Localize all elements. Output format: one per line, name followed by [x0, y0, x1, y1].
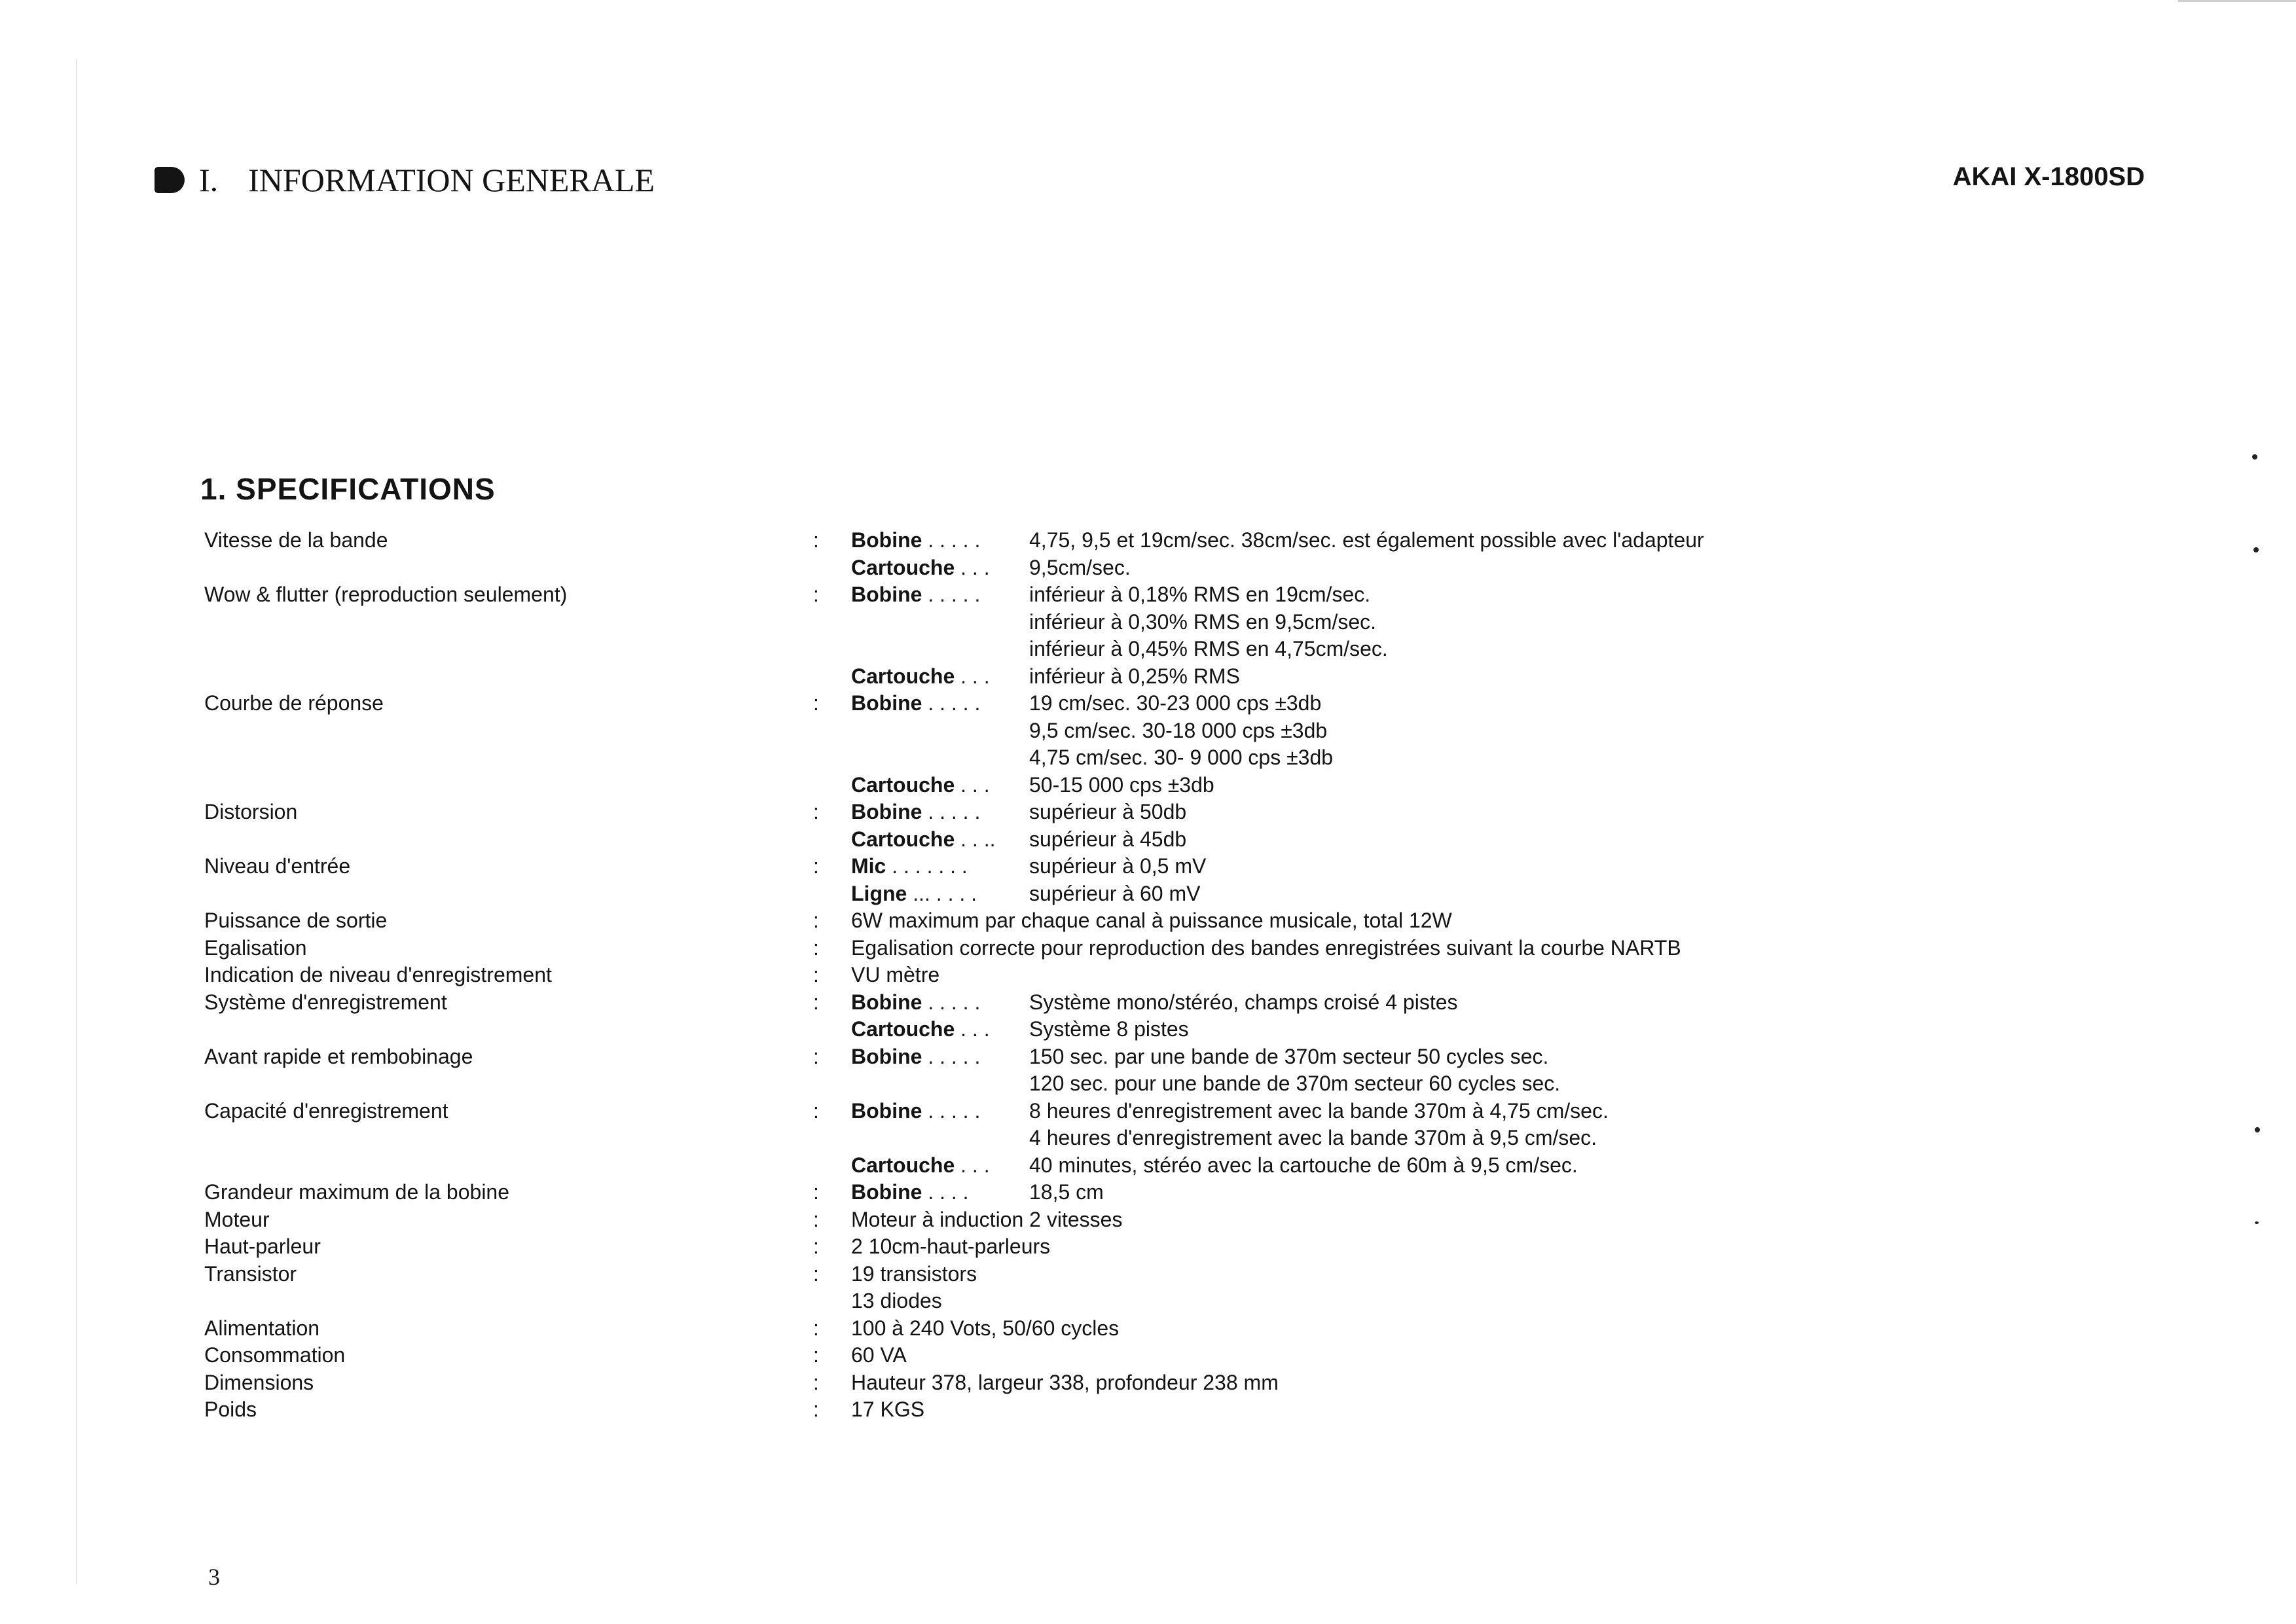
- spec-row: [204, 1342, 1828, 1369]
- spec-row: [204, 1179, 1828, 1206]
- spec-row: [204, 1369, 1828, 1397]
- spec-row: [204, 853, 1828, 880]
- spec-value: inférieur à 0,45% RMS en 4,75cm/sec.: [1029, 637, 1388, 660]
- spec-label: Haut-parleur: [204, 1235, 321, 1258]
- scan-speck: [2253, 547, 2259, 552]
- spec-colon: :: [813, 583, 819, 606]
- spec-key: Ligne ... . . . .: [851, 881, 977, 905]
- spec-colon: :: [813, 1044, 819, 1068]
- spec-value: Moteur à induction 2 vitesses: [851, 1207, 1123, 1231]
- scan-speck: [2255, 1221, 2259, 1224]
- bullet-icon: [155, 167, 185, 193]
- spec-row: [204, 1043, 1828, 1071]
- spec-value: supérieur à 50db: [1029, 800, 1187, 823]
- spec-value: 120 sec. pour une bande de 370m secteur 60 cycles sec.: [1029, 1072, 1561, 1095]
- spec-key: Cartouche . . .: [851, 664, 990, 688]
- spec-label: Capacité d'enregistrement: [204, 1098, 448, 1123]
- spec-label: Puissance de sortie: [204, 909, 388, 932]
- spec-colon: :: [813, 1316, 819, 1340]
- model-name: AKAI X-1800SD: [1952, 162, 2145, 191]
- spec-value: 13 diodes: [851, 1289, 942, 1312]
- spec-value: 17 KGS: [851, 1398, 925, 1421]
- spec-row: [204, 1396, 1828, 1424]
- spec-colon: :: [813, 528, 819, 552]
- spec-key: Bobine . . . .: [851, 1180, 969, 1204]
- spec-row: [204, 989, 1828, 1017]
- spec-colon: :: [813, 1180, 819, 1204]
- spec-value: supérieur à 60 mV: [1029, 881, 1201, 905]
- spec-value: 9,5cm/sec.: [1029, 555, 1131, 579]
- spec-row: [204, 527, 1828, 554]
- spec-value: 6W maximum par chaque canal à puissance musicale, total 12W: [851, 909, 1452, 932]
- chapter-title: INFORMATION GENERALE: [248, 162, 655, 198]
- spec-label: Niveau d'entrée: [204, 854, 351, 878]
- spec-key: Bobine . . . . .: [851, 583, 981, 606]
- spec-key: Cartouche . . ..: [851, 827, 996, 851]
- spec-value: Système 8 pistes: [1029, 1017, 1189, 1041]
- spec-key: Bobine . . . . .: [851, 800, 981, 823]
- specifications-table: [204, 527, 1828, 1424]
- spec-colon: :: [813, 1398, 819, 1421]
- spec-row: [204, 962, 1828, 989]
- spec-value: 9,5 cm/sec. 30-18 000 cps ±3db: [1029, 718, 1328, 742]
- spec-label: Moteur: [204, 1207, 270, 1231]
- spec-value: 19 cm/sec. 30-23 000 cps ±3db: [1029, 691, 1322, 715]
- spec-value: inférieur à 0,18% RMS en 19cm/sec.: [1029, 583, 1371, 606]
- spec-value: 19 transistors: [851, 1261, 977, 1286]
- spec-value: 100 à 240 Vots, 50/60 cycles: [851, 1316, 1120, 1340]
- spec-label: Avant rapide et rembobinage: [204, 1044, 473, 1068]
- spec-colon: :: [813, 963, 819, 986]
- spec-value: 50-15 000 cps ±3db: [1029, 772, 1214, 797]
- spec-label: Système d'enregistrement: [204, 990, 447, 1014]
- spec-row: [204, 1206, 1828, 1234]
- spec-key: Bobine . . . . .: [851, 1098, 981, 1123]
- spec-label: Consommation: [204, 1343, 346, 1367]
- spec-value: inférieur à 0,30% RMS en 9,5cm/sec.: [1029, 609, 1377, 634]
- spec-colon: :: [813, 909, 819, 932]
- spec-colon: :: [813, 1261, 819, 1286]
- spec-colon: :: [813, 1343, 819, 1367]
- spec-value: 18,5 cm: [1029, 1180, 1104, 1204]
- spec-value: Système mono/stéréo, champs croisé 4 pistes: [1029, 990, 1458, 1014]
- spec-row: [204, 907, 1828, 935]
- spec-value: Egalisation correcte pour reproduction des bandes enregistrées suivant la courbe NARTB: [851, 935, 1681, 960]
- spec-row: [204, 581, 1828, 609]
- spec-colon: :: [813, 990, 819, 1014]
- spec-row: [204, 799, 1828, 826]
- spec-value: supérieur à 45db: [1029, 827, 1187, 851]
- spec-key: Bobine . . . . .: [851, 691, 981, 715]
- section-title: 1. SPECIFICATIONS: [200, 472, 496, 506]
- spec-colon: :: [813, 854, 819, 878]
- spec-label: Dimensions: [204, 1370, 314, 1394]
- spec-colon: :: [813, 1098, 819, 1123]
- spec-colon: :: [813, 691, 819, 715]
- spec-value: inférieur à 0,25% RMS: [1029, 664, 1240, 688]
- spec-key: Mic . . . . . . .: [851, 854, 968, 878]
- spec-key: Bobine . . . . .: [851, 528, 981, 552]
- spec-row: [204, 690, 1828, 717]
- spec-colon: :: [813, 1370, 819, 1394]
- chapter-heading: [155, 161, 655, 199]
- spec-value: 4 heures d'enregistrement avec la bande 370m à 9,5 cm/sec.: [1029, 1126, 1597, 1149]
- spec-value: 4,75, 9,5 et 19cm/sec. 38cm/sec. est également possible avec l'adapteur: [1029, 528, 1704, 552]
- scan-edge-mark: [2178, 0, 2296, 2]
- spec-label: Courbe de réponse: [204, 691, 384, 715]
- spec-label: Vitesse de la bande: [204, 528, 388, 552]
- spec-value: 4,75 cm/sec. 30- 9 000 cps ±3db: [1029, 746, 1334, 769]
- scan-speck: [2255, 1127, 2260, 1132]
- spec-value: VU mètre: [851, 963, 940, 986]
- spec-key: Cartouche . . .: [851, 772, 990, 797]
- spec-value: 150 sec. par une bande de 370m secteur 50 cycles sec.: [1029, 1044, 1549, 1068]
- spec-row: [204, 1233, 1828, 1261]
- spec-colon: :: [813, 1207, 819, 1231]
- spec-value: supérieur à 0,5 mV: [1029, 854, 1207, 878]
- spec-label: Grandeur maximum de la bobine: [204, 1180, 510, 1204]
- page-header: [155, 161, 2145, 207]
- spec-row: [204, 1098, 1828, 1125]
- spec-value: 60 VA: [851, 1343, 907, 1367]
- spec-label: Alimentation: [204, 1316, 320, 1340]
- spec-colon: :: [813, 1235, 819, 1258]
- spec-label: Poids: [204, 1398, 257, 1421]
- spec-value: 8 heures d'enregistrement avec la bande 370m à 4,75 cm/sec.: [1029, 1098, 1609, 1123]
- spec-label: Transistor: [204, 1261, 297, 1286]
- spec-label: Egalisation: [204, 935, 307, 960]
- spec-value: 2 10cm-haut-parleurs: [851, 1235, 1051, 1258]
- spec-row: [204, 1315, 1828, 1343]
- spec-label: Wow & flutter (reproduction seulement): [204, 583, 568, 606]
- spec-row: [204, 1261, 1828, 1288]
- spec-row: [204, 554, 1828, 582]
- spec-label: Distorsion: [204, 800, 298, 823]
- spec-colon: :: [813, 800, 819, 823]
- spec-key: Cartouche . . .: [851, 1153, 990, 1177]
- binding-margin-line: [76, 59, 77, 1584]
- spec-label: Indication de niveau d'enregistrement: [204, 963, 552, 986]
- spec-colon: :: [813, 935, 819, 960]
- spec-key: Cartouche . . .: [851, 1017, 990, 1041]
- chapter-number: I.: [199, 162, 219, 198]
- spec-key: Bobine . . . . .: [851, 990, 981, 1014]
- spec-key: Cartouche . . .: [851, 555, 990, 579]
- spec-key: Bobine . . . . .: [851, 1044, 981, 1068]
- page-number: 3: [208, 1564, 220, 1590]
- scan-speck: [2252, 454, 2257, 460]
- spec-value: Hauteur 378, largeur 338, profondeur 238 mm: [851, 1370, 1279, 1394]
- spec-row: [204, 935, 1828, 962]
- spec-value: 40 minutes, stéréo avec la cartouche de 60m à 9,5 cm/sec.: [1029, 1153, 1578, 1177]
